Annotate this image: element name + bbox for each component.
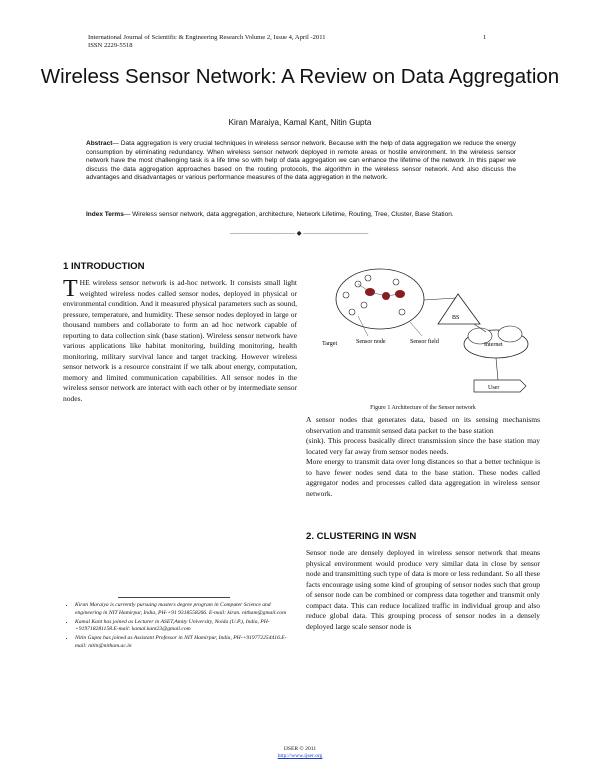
internet-label: Internet bbox=[484, 342, 503, 348]
internet-to-user-link bbox=[496, 358, 498, 380]
paper-title: Wireless Sensor Network: A Review on Data Aggregation bbox=[40, 65, 560, 88]
sensor-node-label: Sensor node bbox=[356, 339, 386, 345]
section-heading-clustering: 2. CLUSTERING IN WSN bbox=[306, 531, 417, 542]
paragraph: (sink). This process basically direct transmission since the base station may located very far away from sensor nodes needs. bbox=[306, 436, 540, 456]
page-footer bbox=[200, 746, 400, 760]
separator: —————————— ◆ —————————— bbox=[230, 230, 369, 237]
copyright: IJSER © 2011 bbox=[283, 746, 317, 752]
footnotes bbox=[63, 602, 295, 652]
abstract bbox=[86, 140, 516, 183]
sensor-node bbox=[361, 302, 367, 308]
introduction-body bbox=[63, 278, 297, 405]
data-path bbox=[358, 284, 400, 296]
paragraph: A sensor nodes that generates data, based on its sensing mechanisms observation and transmit sensed data packet to the base station bbox=[306, 415, 540, 435]
sensor-node bbox=[365, 275, 371, 281]
index-terms-label: Index Terms bbox=[86, 211, 124, 218]
sensor-node bbox=[399, 309, 405, 315]
figure-caption: Figure 1 Architecture of the Sensor network bbox=[370, 405, 476, 411]
footnote-item: • Kamal Kant has joined as Lecturer in ASET,Amity University, Noida (U.P.), India, PH-+919718281158.E-mail: kamal.kant23@gmail.com bbox=[75, 619, 295, 634]
section-heading-introduction: 1 INTRODUCTION bbox=[63, 261, 145, 272]
abstract-label: Abstract bbox=[86, 140, 113, 147]
journal-name: International Journal of Scientific & Engineering Research Volume 2, Issue 4, April -2011 bbox=[88, 34, 326, 41]
index-terms bbox=[86, 211, 516, 220]
internet-cloud-lobe bbox=[498, 326, 522, 342]
target-label: Target bbox=[322, 341, 338, 347]
bs-label: BS bbox=[452, 315, 460, 321]
abstract-text: — Data aggregation is very crucial techniques in wireless sensor network. Because with the help of data aggregation we reduce the energy consumption by eliminating redundancy. When wireless sensor network deployed in remote areas or hostile environment. In the wireless sensor network have the most challenging task is a life time so with help of data aggregation we can enhance the lifetime of the network .In this paper we discuss the data aggregation approaches based on the routing protocols, the algorithm in the wireless sensor network. And also discuss the advantages and disadvantages or various performance measures of the data aggregation in the network. bbox=[86, 140, 516, 182]
sensor-field-pointer bbox=[410, 322, 422, 336]
drop-cap: T bbox=[63, 276, 78, 302]
issn: ISSN 2229-5518 bbox=[88, 42, 133, 49]
introduction-text: HE wireless sensor network is ad-hoc network. It consists small light weighted wireless nodes called sensor nodes, deployed in physical or environmental condition. And it measured physical parameters such as sound, pressure, temperature, and humidity. These sensor nodes deployed in large or thousand numbers and collaborate to form an ad hoc network capable of reporting to data collection sink (base station). Wireless sensor network have various applications like habitat monitoring, building monitoring, health monitoring, military survival lance and target tracking. However wireless sensor network is a resource constraint if we talk about energy, computation, memory and limited communication capabilities. All sensor nodes in the wireless sensor network are interact with each other or by intermediate sensor nodes. bbox=[63, 278, 297, 404]
user-box bbox=[474, 380, 526, 392]
sensor-network-figure bbox=[306, 262, 540, 402]
sensor-node bbox=[349, 309, 355, 315]
paragraph: More energy to transmit data over long distances so that a better technique is to have fewer nodes send data to the base station. These nodes called aggregator nodes and processes called data aggregation in wireless sensor network. bbox=[306, 457, 540, 498]
authors: Kiran Maraiya, Kamal Kant, Nitin Gupta bbox=[228, 118, 372, 127]
journal-header bbox=[88, 34, 326, 50]
footnote-item: • Nitin Gupta has joined as Assistant Professor in NIT Hamirpur, India, PH-+919772254416.E-mail: nitin@nitham.ac.in bbox=[75, 635, 295, 650]
footnote-item: • Kiran Maraiya is currently pursuing masters degree program in Computer Science and engineering in NIT Hamirpur, India, PH-+91 9318558266. E-mail: kiran. nitham@gmail.com bbox=[75, 602, 295, 617]
journal-link[interactable]: http://www.ijser.org bbox=[277, 753, 323, 759]
footnote-rule bbox=[118, 597, 230, 598]
right-column-intro bbox=[306, 415, 540, 499]
user-label: User bbox=[488, 385, 500, 391]
sensor-field-label: Sensor field bbox=[410, 339, 439, 345]
page-number: 1 bbox=[483, 34, 487, 41]
sensor-field-ellipse bbox=[336, 269, 424, 329]
clustering-body: Sensor node are densely deployed in wireless sensor network that means physical environment would produce very similar data in close by sensor node and transmitting such type of data is more or less redundant. So all these facts encourage using some kind of grouping of sensor nodes such that group of sensor node can be combined or compress data together and transmit only compact data. This can reduce localized traffic in individual group and also reduce global data. This grouping process of sensor nodes in a densely deployed large scale sensor node is bbox=[306, 548, 540, 631]
field-to-bs-link bbox=[424, 298, 456, 300]
sensor-node bbox=[343, 292, 349, 298]
index-terms-text: — Wireless sensor network, data aggregation, architecture, Network Lifetime, Routing, Tree, Cluster, Base Station. bbox=[123, 211, 454, 218]
sensor-node bbox=[393, 279, 399, 285]
